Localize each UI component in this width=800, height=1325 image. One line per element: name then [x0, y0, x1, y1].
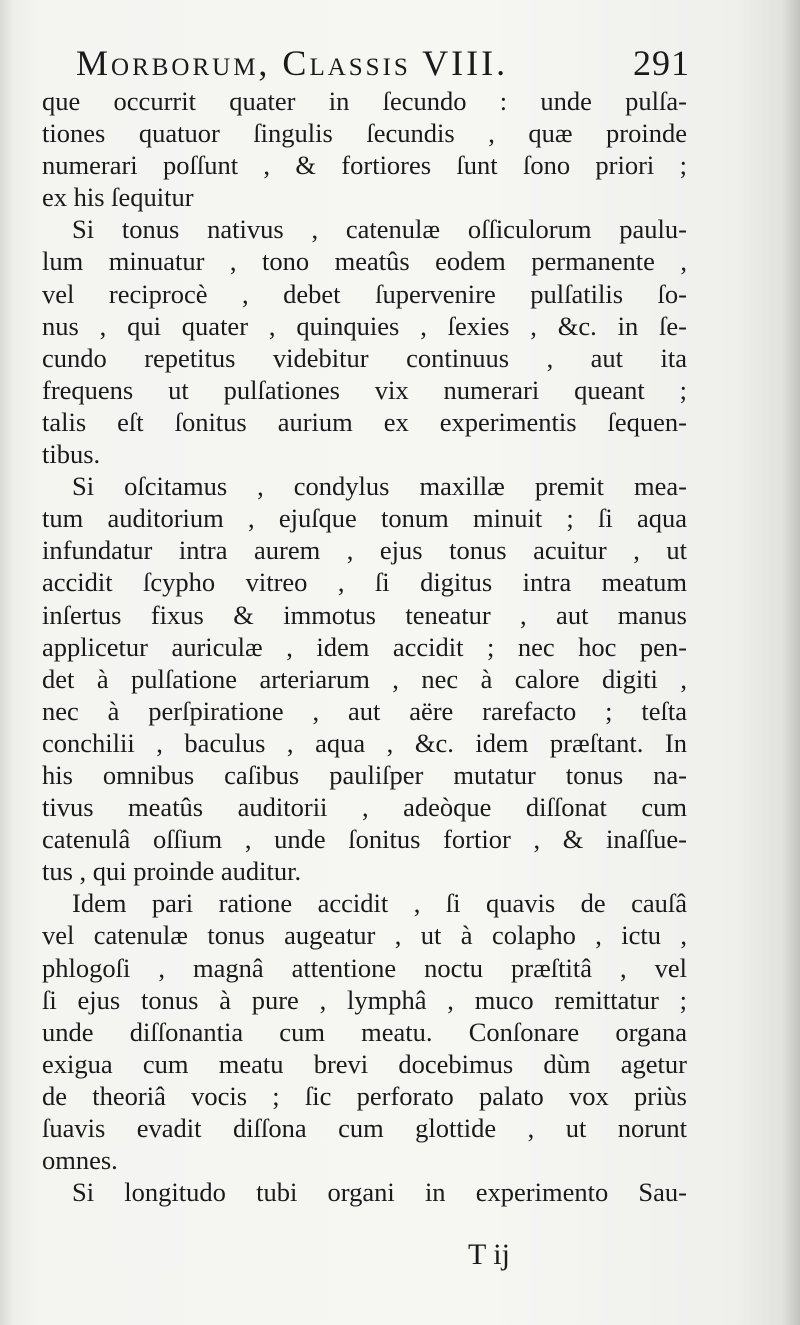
text-line: tus , qui proinde auditur. [42, 856, 302, 887]
paragraph-start-line: Si tonus nativus , catenulæ oſſiculorum paulu- [72, 214, 687, 245]
paragraph-start-line: Si oſcitamus , condylus maxillæ premit mea- [72, 471, 687, 502]
page-number: 291 [633, 43, 690, 83]
text-line: tum auditorium , ejuſque tonum minuit ; ſi aqua [42, 503, 687, 534]
text-line: vel catenulæ tonus augeatur , ut à colapho , ictu , [42, 920, 687, 951]
text-line: omnes. [42, 1145, 118, 1176]
text-line: tibus. [42, 439, 101, 470]
text-line: cundo repetitus videbitur continuus , aut ita [42, 342, 687, 373]
text-line: tiones quatuor ſingulis ſecundis , quæ proinde [42, 118, 687, 149]
text-line: conchilii , baculus , aqua , &c. idem præſtant. In [42, 727, 687, 758]
text-line: que occurrit quater in ſecundo : unde pulſa- [42, 86, 687, 116]
paragraph-start-line: Si longitudo tubi organi in experimento Sau- [72, 1177, 687, 1208]
text-line: det à pulſatione arteriarum , nec à calore digiti , [42, 663, 687, 694]
text-line: unde diſſonantia cum meatu. Conſonare organa [42, 1016, 687, 1047]
text-line: nus , qui quater , quinquies , ſexies , &c. in ſe- [42, 310, 687, 341]
text-line: lum minuatur , tono meatûs eodem permanente , [42, 246, 687, 277]
text-line: vel reciprocè , debet ſupervenire pulſatilis ſo- [42, 278, 687, 309]
text-line: inſertus fixus & immotus teneatur , aut manus [42, 599, 687, 630]
text-line: ſi ejus tonus à pure , lymphâ , muco remittatur ; [42, 984, 687, 1015]
running-head: Morborum, Classis VIII. [76, 43, 509, 83]
paragraph-start-line: Idem pari ratione accidit , ſi quavis de cauſâ [72, 888, 687, 919]
body-text [42, 85, 687, 1208]
text-line: tivus meatûs auditorii , adeòque diſſonat cum [42, 792, 687, 823]
text-line: numerari poſſunt , & fortiores ſunt ſono priori ; [42, 150, 687, 181]
text-line: ſuavis evadit diſſona cum glottide , ut norunt [42, 1113, 687, 1143]
text-line: his omnibus caſibus pauliſper mutatur tonus na- [42, 759, 687, 790]
text-line: frequens ut pulſationes vix numerari queant ; [42, 374, 687, 405]
text-line: catenulâ oſſium , unde ſonitus fortior , & inaſſue- [42, 824, 687, 855]
text-line: exigua cum meatu brevi docebimus dùm agetur [42, 1048, 687, 1079]
text-line: ex his ſequitur [42, 182, 194, 213]
text-line: infundatur intra aurem , ejus tonus acuitur , ut [42, 535, 687, 566]
text-line: talis eſt ſonitus aurium ex experimentis ſequen- [42, 406, 687, 437]
text-line: nec à perſpiratione , aut aëre rarefacto ; teſta [42, 695, 687, 726]
text-line: phlogoſi , magnâ attentione noctu præſtitâ , vel [42, 952, 687, 983]
text-line: accidit ſcypho vitreo , ſi digitus intra meatum [42, 567, 687, 598]
text-line: applicetur auriculæ , idem accidit ; nec hoc pen- [42, 631, 687, 662]
signature-mark: T ij [468, 1238, 510, 1271]
text-line: de theoriâ vocis ; ſic perforato palato vox priùs [42, 1080, 687, 1111]
